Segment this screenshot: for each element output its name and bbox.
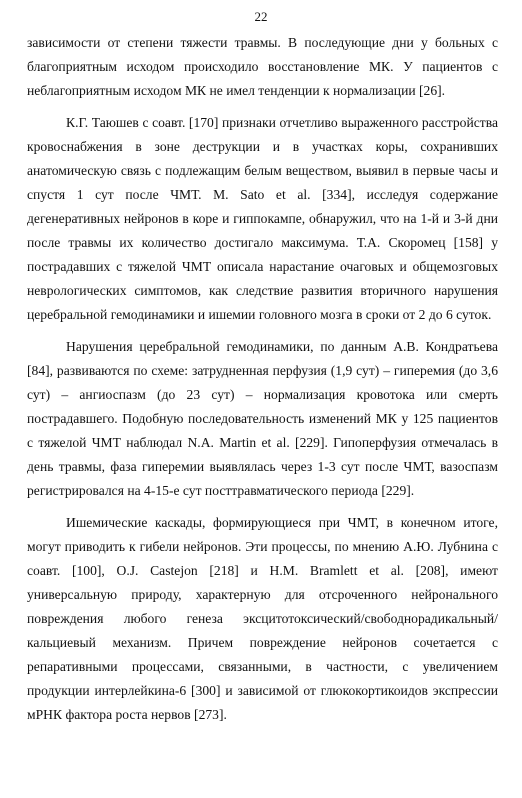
- page-number: 22: [254, 9, 268, 24]
- paragraph-hemodynamics: Нарушения церебральной гемодинамики, по данным А.В. Кондратьева [84], развиваются по схеме: затрудненная перфузия (1,9 сут) – гиперемия (до 3,6 сут) – ангиоспазм (до 23 сут) – нормализация кровотока или смерть пострадавшего. Подобную последовательность изменений МК у 125 пациентов с тяжелой ЧМТ наблюдал N.A. Martin et al. [229]. Гипоперфузия отмечалась в день травмы, фаза гиперемии выявлялась через 1-3 сут после ЧМТ, вазоспазм регистрировался на 4-15-е сут посттравматического периода [229].: [27, 339, 498, 498]
- body-text: [27, 31, 498, 727]
- paragraph-ischemic-cascades: Ишемические каскады, формирующиеся при ЧМТ, в конечном итоге, могут приводить к гибели нейронов. Эти процессы, по мнению А.Ю. Лубнина с соавт. [100], O.J. Castejon [218] и H.M. Bramlett et al. [208], имеют универсальную природу, характерную для отсроченного нейронального повреждения любого генеза эксцитотоксический/свободнорадикальный/ кальциевый механизм. Причем повреждение нейронов сочетается с репаративными процессами, связанными, в частности, с увеличением продукции интерлейкина-6 [300] и зависимой от глюкокортикоидов экспрессии мРНК фактора роста нервов [273].: [27, 515, 498, 722]
- paragraph-tayushev: К.Г. Таюшев с соавт. [170] признаки отчетливо выраженного расстройства кровоснабжения в зоне деструкции и в участках коры, сохранивших анатомическую связь с подлежащим белым веществом, выявил в первые часы и спустя 1 сут после ЧМТ. M. Sato et al. [334], исследуя содержание дегенеративных нейронов в коре и гиппокампе, обнаружил, что на 1-й и 3-й дни после травмы их количество достигало максимума. Т.А. Скоромец [158] у пострадавших с тяжелой ЧМТ описала нарастание очаговых и общемозговых неврологических симптомов, как следствие развития вторичного нарушения церебральной гемодинамики и ишемии головного мозга в сроки от 2 до 6 суток.: [27, 115, 498, 322]
- paragraph-continuation: зависимости от степени тяжести травмы. В последующие дни у больных с благоприятным исходом происходило восстановление МК. У пациентов с неблагоприятным исходом МК не имел тенденции к нормализации [26].: [27, 35, 498, 98]
